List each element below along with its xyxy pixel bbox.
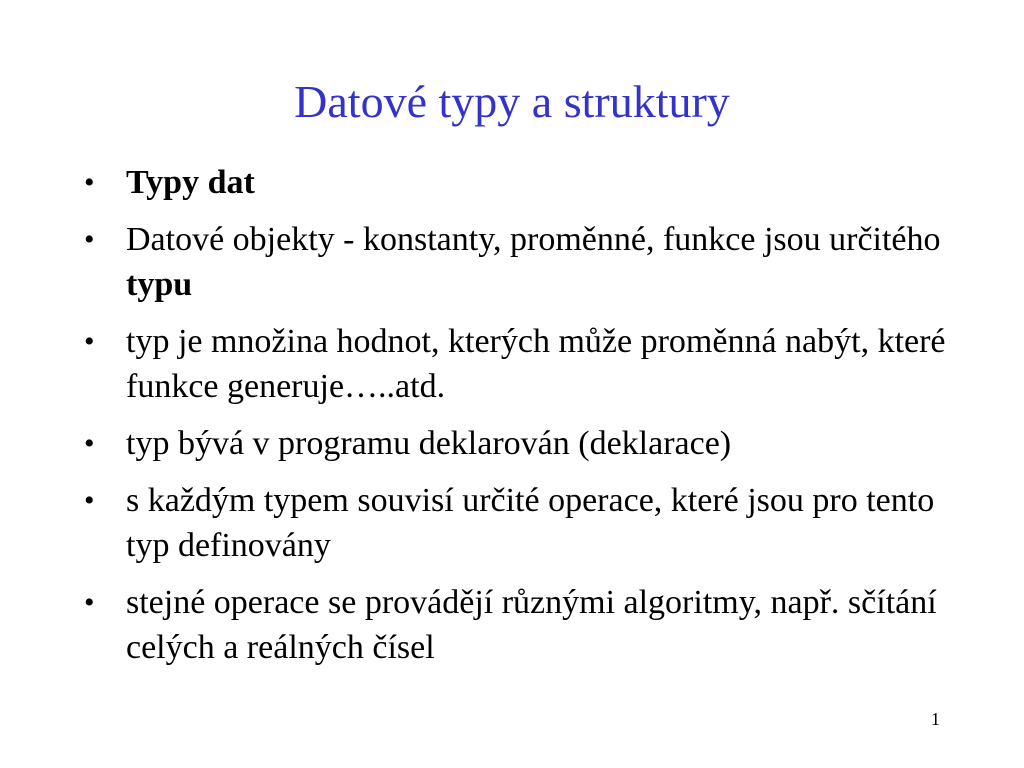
bullet-item-6 [84,580,964,670]
bullet-item-4 [84,421,964,466]
bullet-icon: • [84,586,95,619]
bullet-text: stejné operace se provádějí různými algoritmy, např. sčítání celých a reálných čísel [126,584,937,666]
bullet-text: s každým typem souvisí určité operace, které jsou pro tento typ definovány [126,482,935,564]
page-number: 1 [931,709,940,729]
bullet-icon: • [84,223,95,256]
bullet-text: typ je množina hodnot, kterých může proměnná nabýt, které funkce generuje…..atd. [126,323,946,405]
bullet-icon: • [84,166,95,199]
bullet-text: Datové objekty - konstanty, proměnné, funkce jsou určitého [126,221,941,258]
bullet-icon: • [84,427,95,460]
bullet-item-2 [84,217,964,307]
bullet-item-1 [84,160,964,205]
bullet-icon: • [84,325,95,358]
slide-title: Datové typy a struktury [294,76,730,127]
bullet-text: Typy dat [126,164,255,201]
bullet-text: typ bývá v programu deklarován (deklarace) [126,425,732,462]
bullet-item-3 [84,319,964,409]
bullet-item-5 [84,478,964,568]
bullet-icon: • [84,484,95,517]
bullet-text-bold: typu [126,266,193,303]
bullet-list [84,160,964,682]
